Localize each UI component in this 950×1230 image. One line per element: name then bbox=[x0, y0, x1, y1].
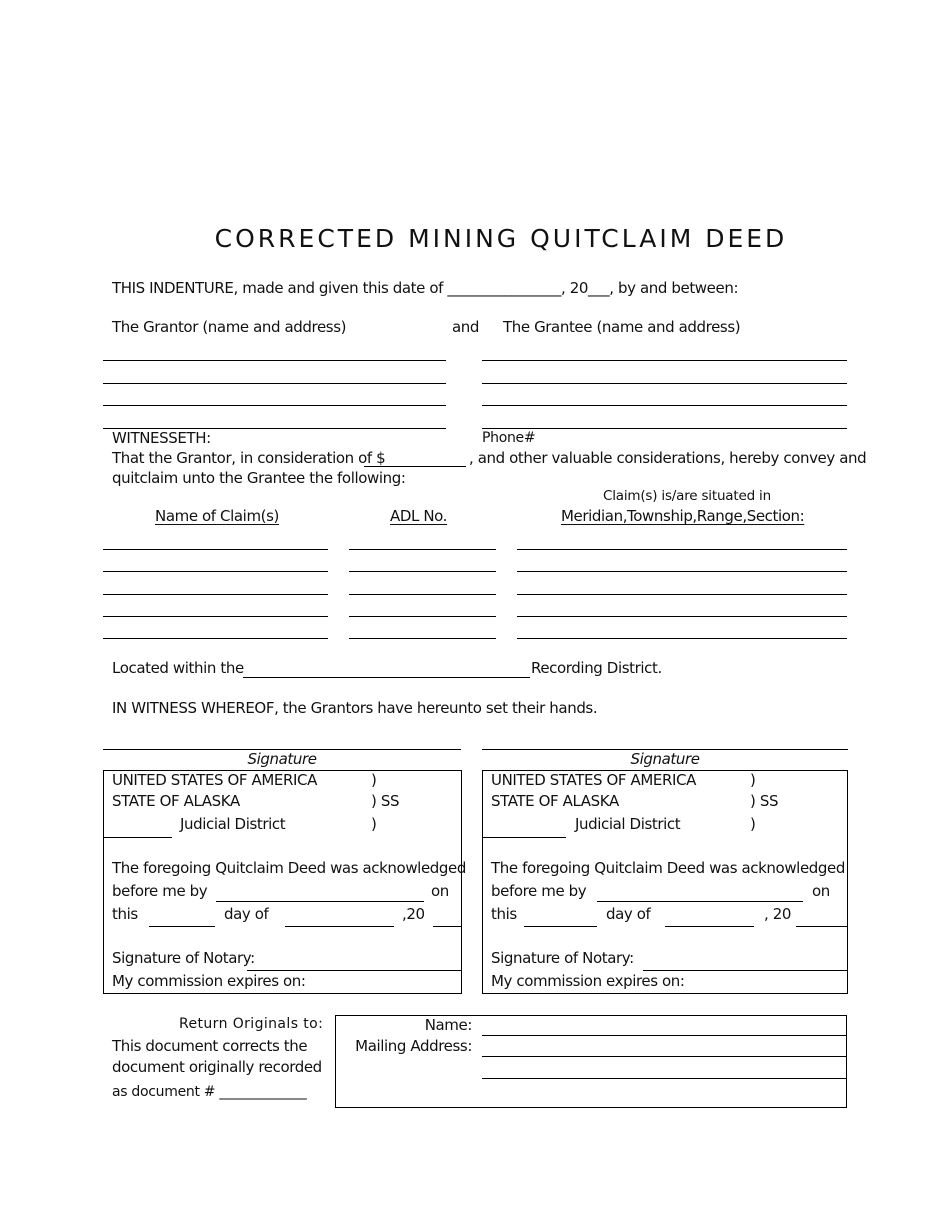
district-line[interactable] bbox=[104, 837, 172, 838]
grantor-label: The Grantor (name and address) bbox=[112, 318, 347, 336]
ss-label: ) SS bbox=[750, 792, 779, 810]
consideration-amount-line[interactable] bbox=[364, 466, 466, 467]
and-label: and bbox=[452, 318, 480, 336]
claim-name-line[interactable] bbox=[103, 594, 328, 595]
state-label: STATE OF ALASKA bbox=[491, 792, 619, 810]
year-line[interactable] bbox=[433, 926, 462, 927]
this-label: this bbox=[112, 905, 138, 923]
before-me-label: before me by bbox=[491, 882, 587, 900]
indenture-text: THIS INDENTURE, made and given this date of ________________, 20___, by and between: bbox=[112, 279, 739, 297]
name-line[interactable] bbox=[482, 1035, 846, 1036]
day-of-line[interactable] bbox=[285, 926, 394, 927]
usa-label: UNITED STATES OF AMERICA bbox=[112, 771, 317, 789]
adl-line[interactable] bbox=[349, 549, 496, 550]
meridian-line[interactable] bbox=[517, 616, 847, 617]
ss-label: ) SS bbox=[371, 792, 400, 810]
notary-block-left bbox=[103, 770, 466, 994]
grantee-line-2[interactable] bbox=[482, 383, 847, 384]
year-label: ,20 bbox=[402, 905, 425, 923]
mailing-address-label: Mailing Address: bbox=[355, 1037, 472, 1055]
before-me-line[interactable] bbox=[216, 901, 424, 902]
notary-signature-label: Signature of Notary: bbox=[112, 949, 255, 967]
located-text: Located within the bbox=[112, 659, 244, 677]
document-number: as document # _____________ bbox=[112, 1084, 307, 1100]
paren: ) bbox=[371, 771, 377, 789]
meridian-line[interactable] bbox=[517, 571, 847, 572]
before-me-line[interactable] bbox=[597, 901, 803, 902]
on-label: on bbox=[812, 882, 830, 900]
recording-district-label: Recording District. bbox=[531, 659, 662, 677]
claim-name-line[interactable] bbox=[103, 571, 328, 572]
commission-label: My commission expires on: bbox=[112, 972, 306, 990]
grantor-line-3[interactable] bbox=[103, 405, 446, 406]
column-meridian: Meridian,Township,Range,Section: bbox=[561, 507, 805, 525]
this-line[interactable] bbox=[149, 926, 215, 927]
page-title: CORRECTED MINING QUITCLAIM DEED bbox=[214, 224, 788, 253]
on-label: on bbox=[431, 882, 449, 900]
notary-block-right bbox=[482, 770, 848, 994]
meridian-line[interactable] bbox=[517, 594, 847, 595]
corrects-text-2: document originally recorded bbox=[112, 1058, 322, 1076]
paren: ) bbox=[371, 815, 377, 833]
adl-line[interactable] bbox=[349, 571, 496, 572]
recording-district-line[interactable] bbox=[243, 677, 530, 678]
claim-name-line[interactable] bbox=[103, 549, 328, 550]
day-of-label: day of bbox=[224, 905, 269, 923]
paren: ) bbox=[750, 771, 756, 789]
day-of-label: day of bbox=[606, 905, 651, 923]
corrects-text-1: This document corrects the bbox=[112, 1037, 308, 1055]
meridian-line[interactable] bbox=[517, 638, 847, 639]
claim-name-line[interactable] bbox=[103, 638, 328, 639]
grantee-line-4[interactable] bbox=[482, 428, 847, 429]
usa-label: UNITED STATES OF AMERICA bbox=[491, 771, 696, 789]
consideration-text: That the Grantor, in consideration of $ bbox=[112, 449, 386, 467]
grantor-line-1[interactable] bbox=[103, 360, 446, 361]
district-line[interactable] bbox=[483, 837, 566, 838]
state-label: STATE OF ALASKA bbox=[112, 792, 240, 810]
notary-signature-line[interactable] bbox=[643, 970, 847, 971]
foregoing-text: The foregoing Quitclaim Deed was acknowledged bbox=[491, 859, 845, 877]
grantee-label: The Grantee (name and address) bbox=[503, 318, 741, 336]
year-label: , 20 bbox=[764, 905, 792, 923]
claim-name-line[interactable] bbox=[103, 616, 328, 617]
adl-line[interactable] bbox=[349, 638, 496, 639]
signature-label-right: Signature bbox=[630, 750, 700, 768]
this-label: this bbox=[491, 905, 517, 923]
consideration-line-2: quitclaim unto the Grantee the following: bbox=[112, 469, 406, 487]
return-originals-label: Return Originals to: bbox=[179, 1016, 324, 1032]
notary-signature-line[interactable] bbox=[247, 970, 462, 971]
witness-whereof-text: IN WITNESS WHEREOF, the Grantors have hereunto set their hands. bbox=[112, 699, 598, 717]
address-line-1[interactable] bbox=[482, 1056, 846, 1057]
this-line[interactable] bbox=[524, 926, 597, 927]
signature-label-left: Signature bbox=[247, 750, 317, 768]
column-name-of-claims: Name of Claim(s) bbox=[155, 507, 279, 525]
meridian-line[interactable] bbox=[517, 549, 847, 550]
column-adl-no: ADL No. bbox=[390, 507, 448, 525]
foregoing-text: The foregoing Quitclaim Deed was acknowledged bbox=[112, 859, 466, 877]
grantee-line-1[interactable] bbox=[482, 360, 847, 361]
grantor-line-2[interactable] bbox=[103, 383, 446, 384]
phone-label: Phone# bbox=[482, 430, 536, 446]
address-line-2[interactable] bbox=[482, 1078, 846, 1079]
paren: ) bbox=[750, 815, 756, 833]
year-line[interactable] bbox=[796, 926, 847, 927]
judicial-district-label: Judicial District bbox=[180, 815, 286, 833]
judicial-district-label: Judicial District bbox=[575, 815, 681, 833]
consideration-text-2: , and other valuable considerations, hereby convey and bbox=[469, 449, 867, 467]
return-address-box bbox=[335, 1015, 847, 1108]
commission-label: My commission expires on: bbox=[491, 972, 685, 990]
notary-signature-label: Signature of Notary: bbox=[491, 949, 634, 967]
adl-line[interactable] bbox=[349, 616, 496, 617]
name-label: Name: bbox=[424, 1016, 472, 1034]
claims-note: Claim(s) is/are situated in bbox=[603, 488, 771, 504]
grantee-line-3[interactable] bbox=[482, 405, 847, 406]
day-of-line[interactable] bbox=[665, 926, 754, 927]
witnesseth-label: WITNESSETH: bbox=[112, 429, 211, 447]
adl-line[interactable] bbox=[349, 594, 496, 595]
before-me-label: before me by bbox=[112, 882, 208, 900]
